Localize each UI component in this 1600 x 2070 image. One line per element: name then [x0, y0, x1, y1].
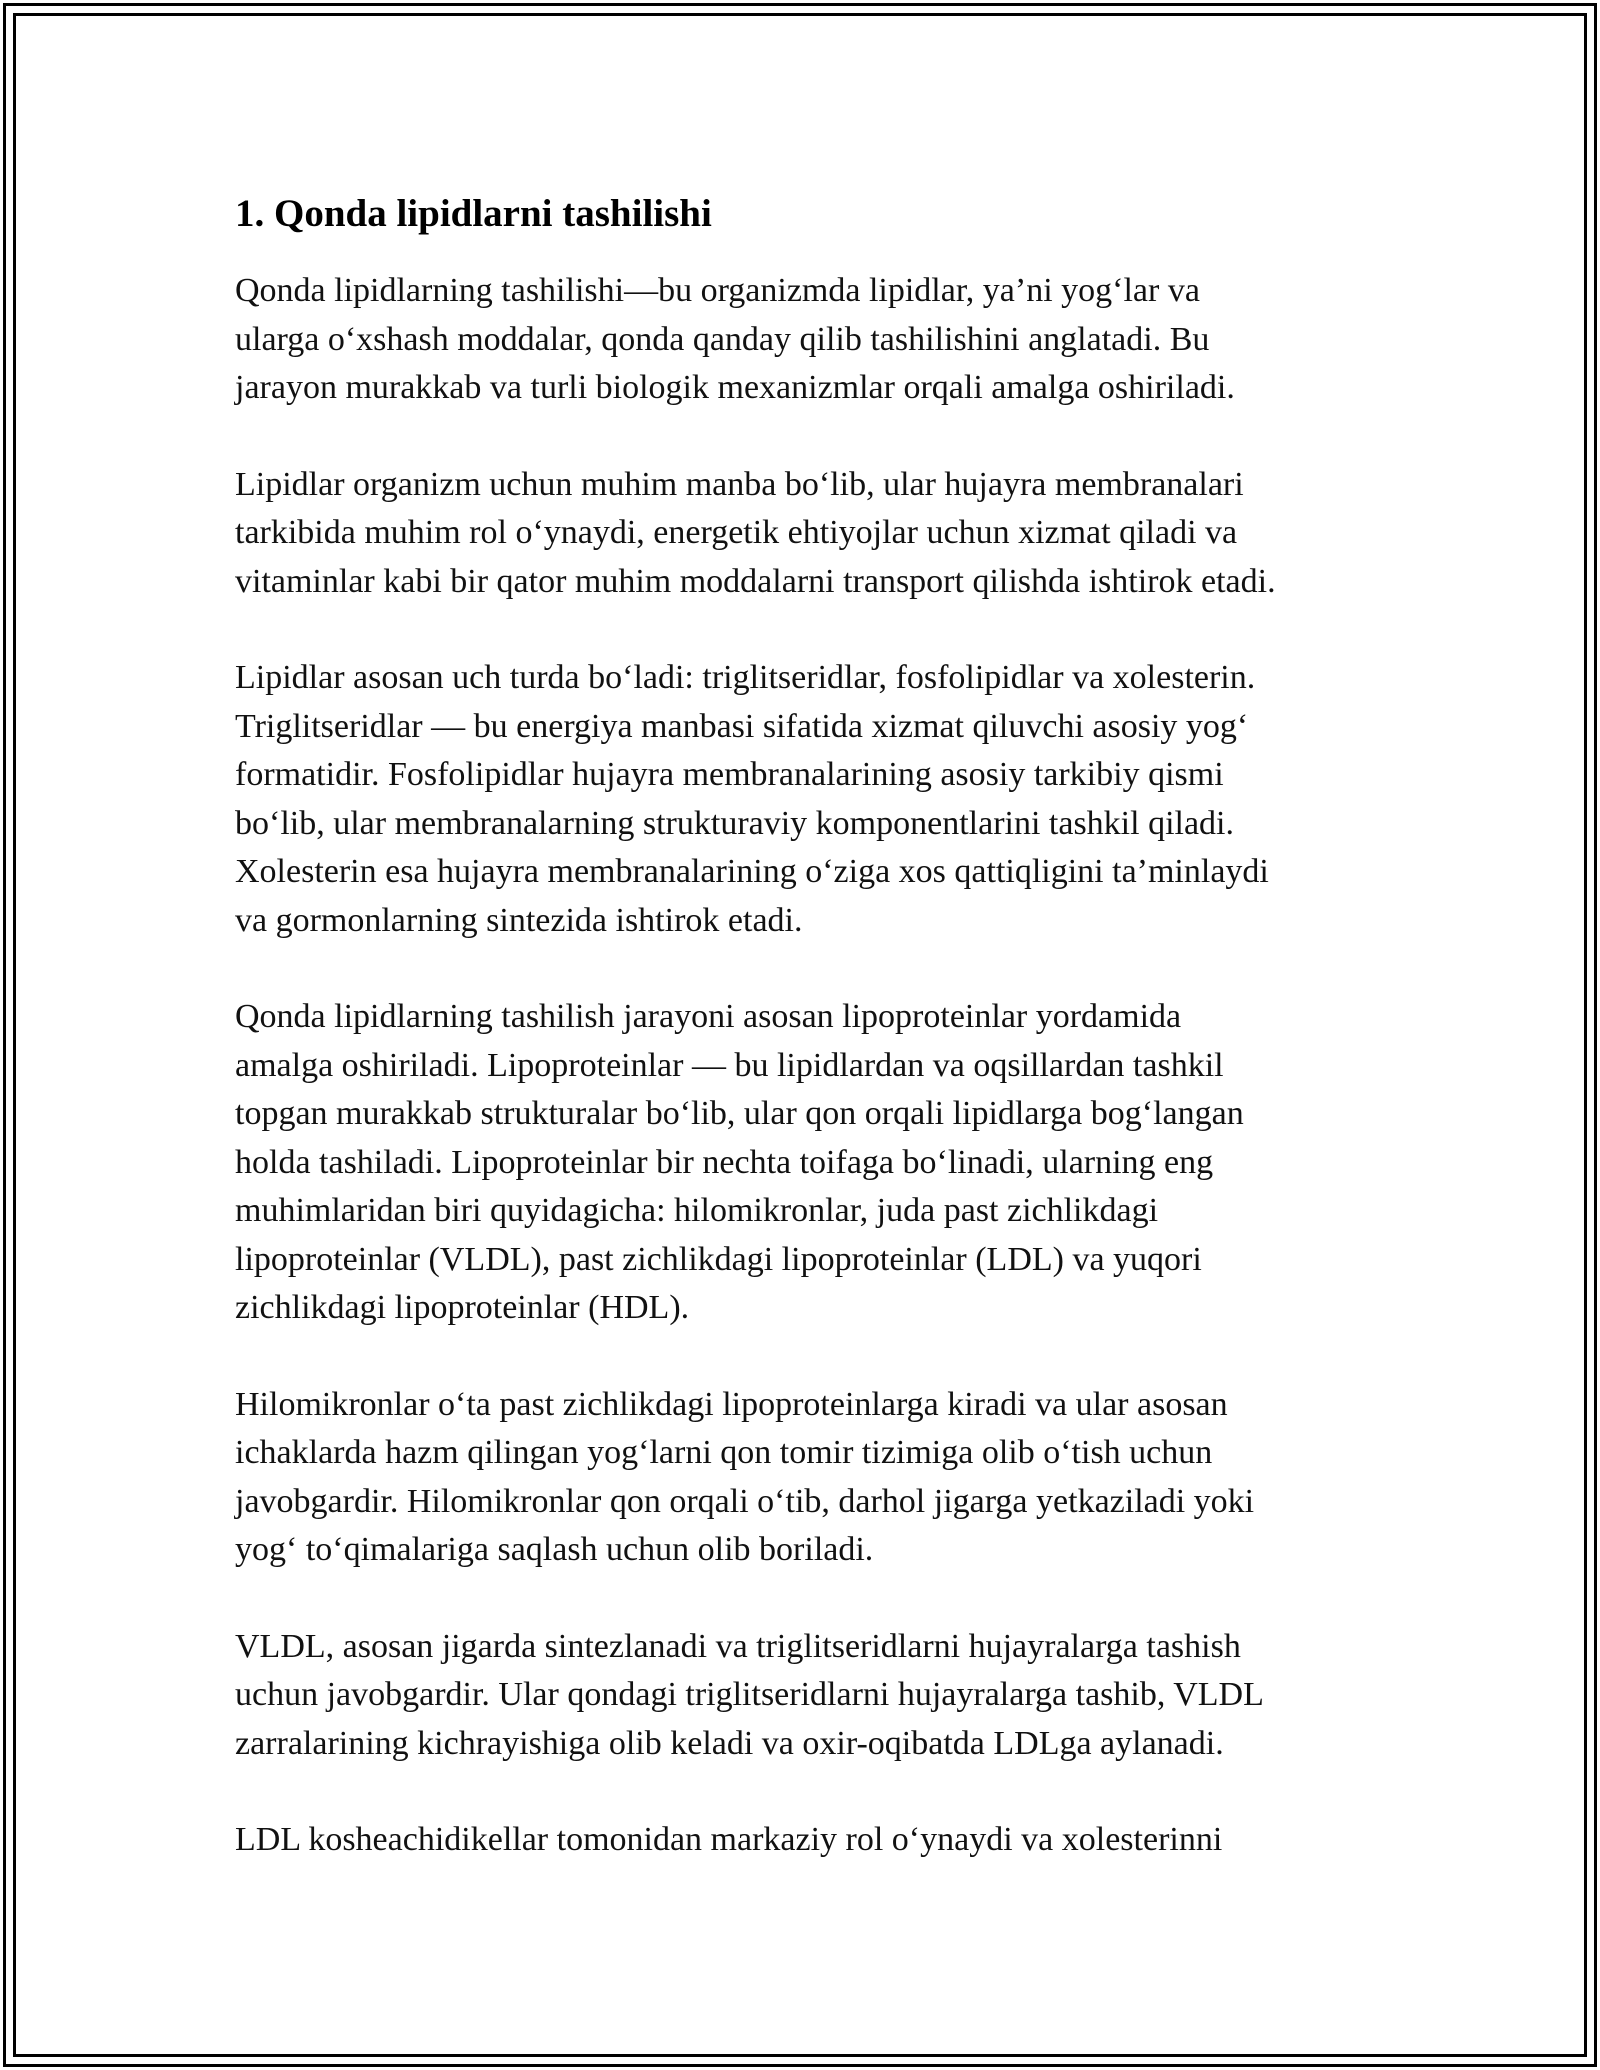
paragraph-ldl: [235, 1816, 1375, 1865]
text-line: Xolesterin esa hujayra membranalarining o‘ziga xos qattiqligini ta’minlaydi: [235, 853, 1269, 890]
text-line: lipoproteinlar (VLDL), past zichlikdagi lipoproteinlar (LDL) va yuqori: [235, 1240, 1202, 1278]
text-line: ularga o‘xshash moddalar, qonda qanday qilib tashilishini anglatadi. Bu: [235, 320, 1210, 358]
text-line: Lipidlar organizm uchun muhim manba bo‘lib, ular hujayra membranalari: [235, 465, 1244, 503]
paragraph-lipid-role: [235, 461, 1375, 607]
text-line: vitaminlar kabi bir qator muhim moddalarni transport qilishda ishtirok etadi.: [235, 562, 1276, 600]
document-body: [235, 186, 1375, 1913]
text-line: muhimlaridan biri quyidagicha: hilomikronlar, juda past zichlikdagi: [235, 1192, 1159, 1229]
text-line: Qonda lipidlarning tashilish jarayoni asosan lipoproteinlar yordamida: [235, 998, 1182, 1035]
paragraph-chylomicrons: [235, 1381, 1375, 1575]
section-heading: 1. Qonda lipidlarni tashilishi: [235, 192, 712, 235]
text-line: tarkibida muhim rol o‘ynaydi, energetik ehtiyojlar uchun xizmat qiladi va: [235, 514, 1238, 551]
text-line: topgan murakkab strukturalar bo‘lib, ular qon orqali lipidlarga bog‘langan: [235, 1095, 1244, 1132]
text-line: VLDL, asosan jigarda sintezlanadi va triglitseridlarni hujayralarga tashish: [235, 1627, 1241, 1665]
text-line: Triglitseridlar — bu energiya manbasi sifatida xizmat qiluvchi asosiy yog‘: [235, 707, 1249, 745]
text-line: LDL kosheachidikellar tomonidan markaziy rol o‘ynaydi va xolesterinni: [235, 1821, 1223, 1858]
paragraph-intro: [235, 267, 1375, 413]
text-line: Lipidlar asosan uch turda bo‘ladi: triglitseridlar, fosfolipidlar va xolesterin.: [235, 659, 1256, 696]
text-line: va gormonlarning sintezida ishtirok etadi.: [235, 901, 803, 939]
text-line: zichlikdagi lipoproteinlar (HDL).: [235, 1289, 690, 1326]
text-line: Hilomikronlar o‘ta past zichlikdagi lipoproteinlarga kiradi va ular asosan: [235, 1385, 1228, 1423]
text-line: ichaklarda hazm qilingan yog‘larni qon tomir tizimiga olib o‘tish uchun: [235, 1434, 1213, 1471]
text-line: javobgardir. Hilomikronlar qon orqali o‘tib, darhol jigarga yetkaziladi yoki: [235, 1482, 1255, 1520]
text-line: amalga oshiriladi. Lipoproteinlar — bu lipidlardan va oqsillardan tashkil: [235, 1046, 1224, 1084]
paragraph-vldl: [235, 1623, 1375, 1769]
text-line: uchun javobgardir. Ular qondagi triglitseridlarni hujayralarga tashib, VLDL: [235, 1676, 1264, 1713]
paragraph-lipid-types: [235, 654, 1375, 945]
text-line: formatidir. Fosfolipidlar hujayra membranalarining asosiy tarkibiy qismi: [235, 756, 1224, 793]
paragraph-lipoproteins: [235, 993, 1375, 1333]
text-line: Qonda lipidlarning tashilishi—bu organizmda lipidlar, ya’ni yog‘lar va: [235, 272, 1200, 309]
text-line: jarayon murakkab va turli biologik mexanizmlar orqali amalga oshiriladi.: [235, 369, 1235, 406]
text-line: bo‘lib, ular membranalarning strukturaviy komponentlarini tashkil qiladi.: [235, 804, 1234, 842]
text-line: yog‘ to‘qimalariga saqlash uchun olib boriladi.: [235, 1531, 874, 1568]
text-line: zarralarining kichrayishiga olib keladi va oxir-oqibatda LDLga aylanadi.: [235, 1724, 1224, 1762]
text-line: holda tashiladi. Lipoproteinlar bir nechta toifaga bo‘linadi, ularning eng: [235, 1143, 1214, 1181]
